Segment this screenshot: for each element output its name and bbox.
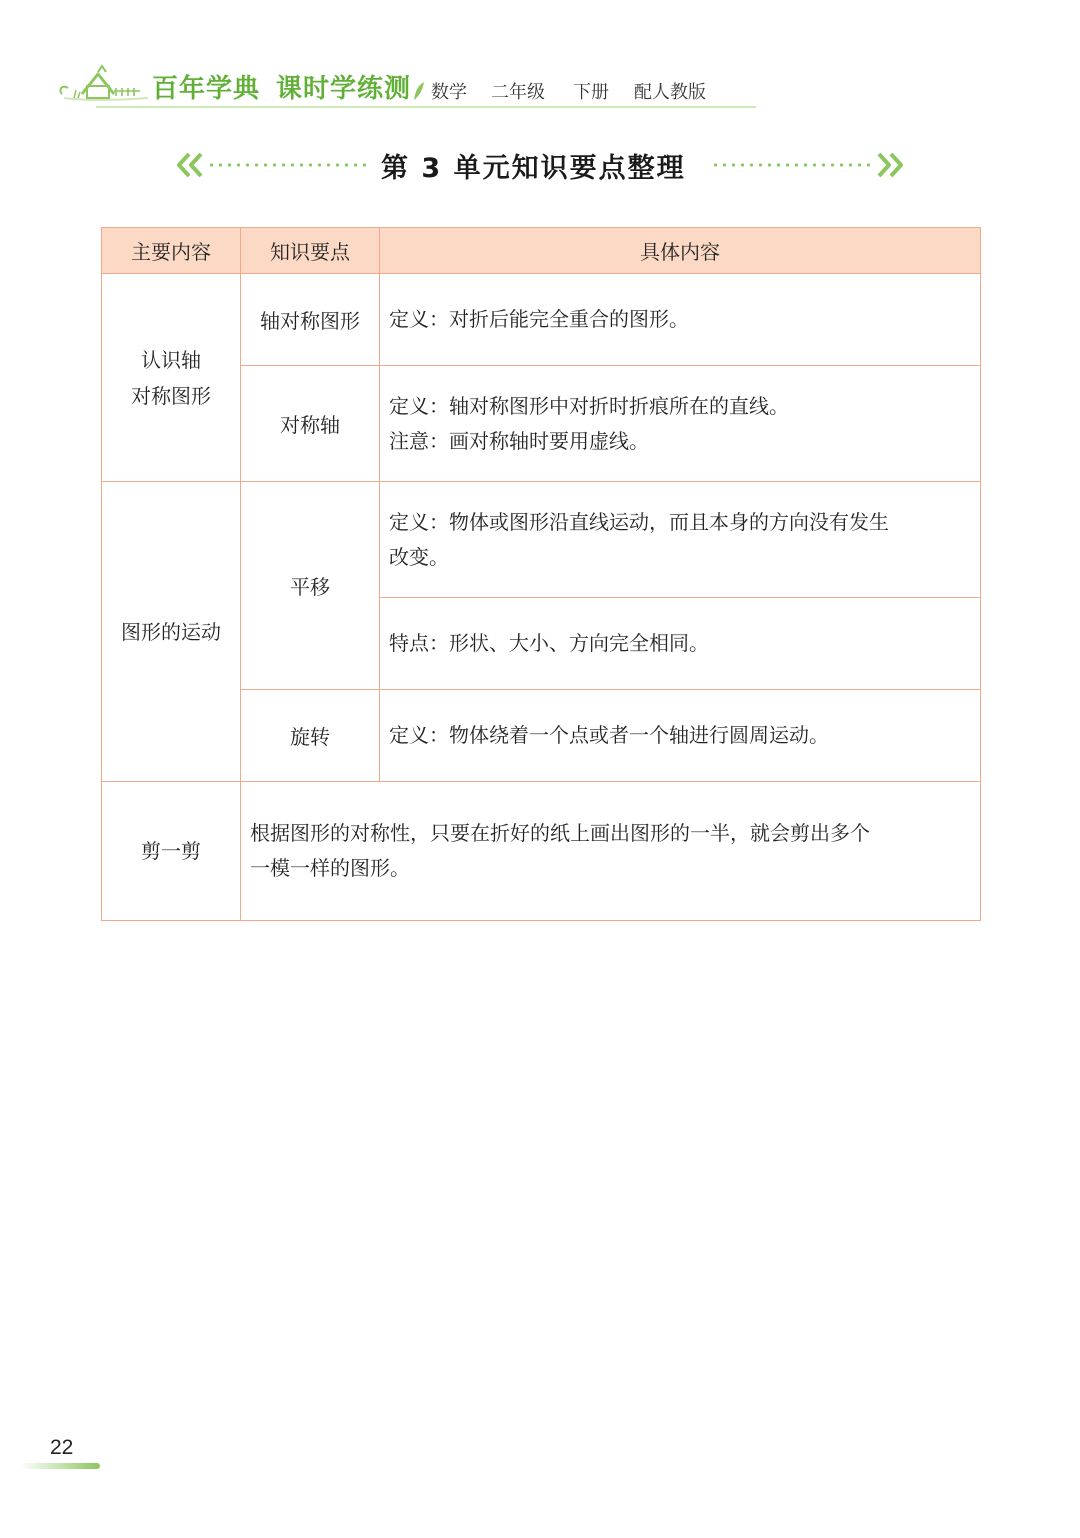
leaf-icon xyxy=(412,80,426,102)
page-footer xyxy=(20,1436,110,1476)
point-cell: 旋转 xyxy=(241,690,380,782)
point-cell: 轴对称图形 xyxy=(241,274,380,366)
series-name: 课时学练测 xyxy=(276,74,412,104)
brand-name: 百年学典 xyxy=(152,74,261,104)
column-header-main: 主要内容 xyxy=(102,228,241,274)
knowledge-table xyxy=(101,227,981,921)
point-cell: 平移 xyxy=(241,482,380,690)
detail-cell: 定义：物体绕着一个点或者一个轴进行圆周运动。 xyxy=(380,690,981,782)
dotted-rule-right xyxy=(711,163,875,167)
dotted-rule-left xyxy=(207,163,371,167)
main-cell-symmetry: 认识轴 对称图形 xyxy=(102,274,241,482)
grade-label: 二年级 xyxy=(491,82,545,103)
subject-label: 数学 xyxy=(431,82,467,103)
volume-label: 下册 xyxy=(573,82,609,103)
page-number: 22 xyxy=(50,1436,74,1459)
detail-cell: 定义：物体或图形沿直线运动，而且本身的方向没有发生 改变。 xyxy=(380,482,981,598)
column-header-detail: 具体内容 xyxy=(380,228,981,274)
page-number-bar xyxy=(20,1463,100,1469)
table-header-row xyxy=(102,228,981,274)
double-chevron-right-icon xyxy=(875,152,905,178)
double-chevron-left-icon xyxy=(175,152,205,178)
main-cell-motion: 图形的运动 xyxy=(102,482,241,782)
table-row xyxy=(102,782,981,921)
detail-cell-merged: 根据图形的对称性，只要在折好的纸上画出图形的一半，就会剪出多个 一模一样的图形。 xyxy=(241,782,981,921)
header-rule xyxy=(96,106,756,108)
house-logo-icon xyxy=(56,64,152,110)
point-cell: 对称轴 xyxy=(241,366,380,482)
detail-cell: 定义：对折后能完全重合的图形。 xyxy=(380,274,981,366)
detail-cell: 特点：形状、大小、方向完全相同。 xyxy=(380,598,981,690)
section-title: 第 3 单元知识要点整理 xyxy=(381,153,686,184)
column-header-point: 知识要点 xyxy=(241,228,380,274)
table-row xyxy=(102,274,981,366)
page-header xyxy=(56,62,756,118)
section-heading xyxy=(175,140,905,190)
table-row xyxy=(102,482,981,598)
edition-label: 配人教版 xyxy=(634,82,706,103)
detail-cell: 定义：轴对称图形中对折时折痕所在的直线。 注意：画对称轴时要用虚线。 xyxy=(380,366,981,482)
main-cell-cut: 剪一剪 xyxy=(102,782,241,921)
